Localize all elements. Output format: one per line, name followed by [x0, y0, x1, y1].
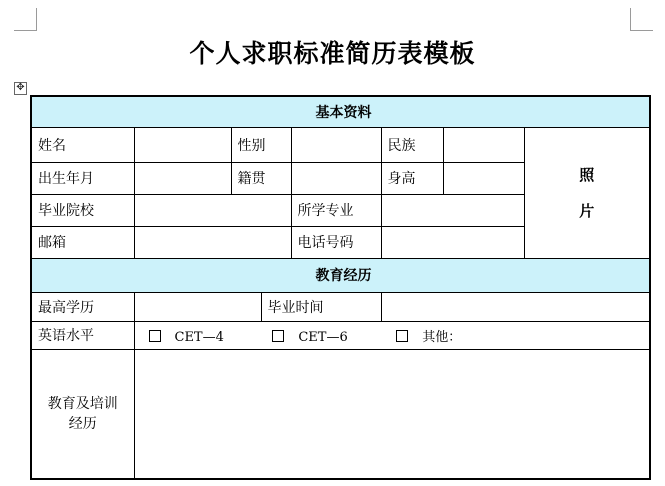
- phone-label: 电话号码: [291, 226, 381, 258]
- table-row: [31, 321, 650, 349]
- section-education-header: 教育经历: [31, 258, 650, 292]
- hometown-value-cell[interactable]: [291, 162, 381, 194]
- edu-history-label-2: 经历: [68, 415, 97, 432]
- edu-history-value-cell[interactable]: [134, 349, 650, 479]
- height-value-cell[interactable]: [443, 162, 524, 194]
- degree-label: 最高学历: [31, 292, 134, 321]
- name-label: 姓名: [31, 127, 134, 162]
- page-corner-mark-left: [14, 8, 37, 31]
- table-row: [31, 292, 650, 321]
- major-value-cell[interactable]: [381, 194, 524, 226]
- section-basic-header: 基本资料: [31, 96, 650, 127]
- english-options-cell: [134, 321, 650, 349]
- section-basic-row: [31, 96, 650, 127]
- cet4-checkbox[interactable]: [149, 330, 161, 342]
- major-label: 所学专业: [291, 194, 381, 226]
- school-label: 毕业院校: [31, 194, 134, 226]
- email-label: 邮箱: [31, 226, 134, 258]
- table-row: [31, 127, 650, 162]
- ethnicity-value-cell[interactable]: [443, 127, 524, 162]
- edu-history-label-1: 教育及培训: [47, 395, 118, 412]
- photo-label-2: 片: [579, 201, 595, 220]
- birth-value-cell[interactable]: [134, 162, 231, 194]
- cet6-checkbox[interactable]: [272, 330, 284, 342]
- grad-time-value-cell[interactable]: [381, 292, 650, 321]
- document-title: 个人求职标准简历表模板: [189, 39, 476, 68]
- edu-history-label-cell: [31, 349, 134, 479]
- gender-label: 性别: [231, 127, 291, 162]
- degree-value-cell[interactable]: [134, 292, 261, 321]
- height-label: 身高: [381, 162, 443, 194]
- cet4-option-label: CET—4: [174, 329, 224, 345]
- table-row: [31, 349, 650, 479]
- english-label: 英语水平: [31, 321, 134, 349]
- section-education-row: [31, 258, 650, 292]
- other-checkbox[interactable]: [396, 330, 408, 342]
- phone-value-cell[interactable]: [381, 226, 524, 258]
- cet6-option-label: CET—6: [298, 329, 348, 345]
- table-move-handle-icon[interactable]: ✥: [14, 82, 27, 95]
- grad-time-label: 毕业时间: [261, 292, 381, 321]
- photo-label-1: 照: [579, 165, 595, 184]
- hometown-label: 籍贯: [231, 162, 291, 194]
- birth-label: 出生年月: [31, 162, 134, 194]
- photo-cell[interactable]: [524, 127, 650, 258]
- ethnicity-label: 民族: [381, 127, 443, 162]
- resume-table: [30, 95, 651, 480]
- school-value-cell[interactable]: [134, 194, 291, 226]
- other-option-label: 其他：: [422, 329, 462, 345]
- page-corner-mark-right: [630, 8, 653, 31]
- gender-value-cell[interactable]: [291, 127, 381, 162]
- email-value-cell[interactable]: [134, 226, 291, 258]
- name-value-cell[interactable]: [134, 127, 231, 162]
